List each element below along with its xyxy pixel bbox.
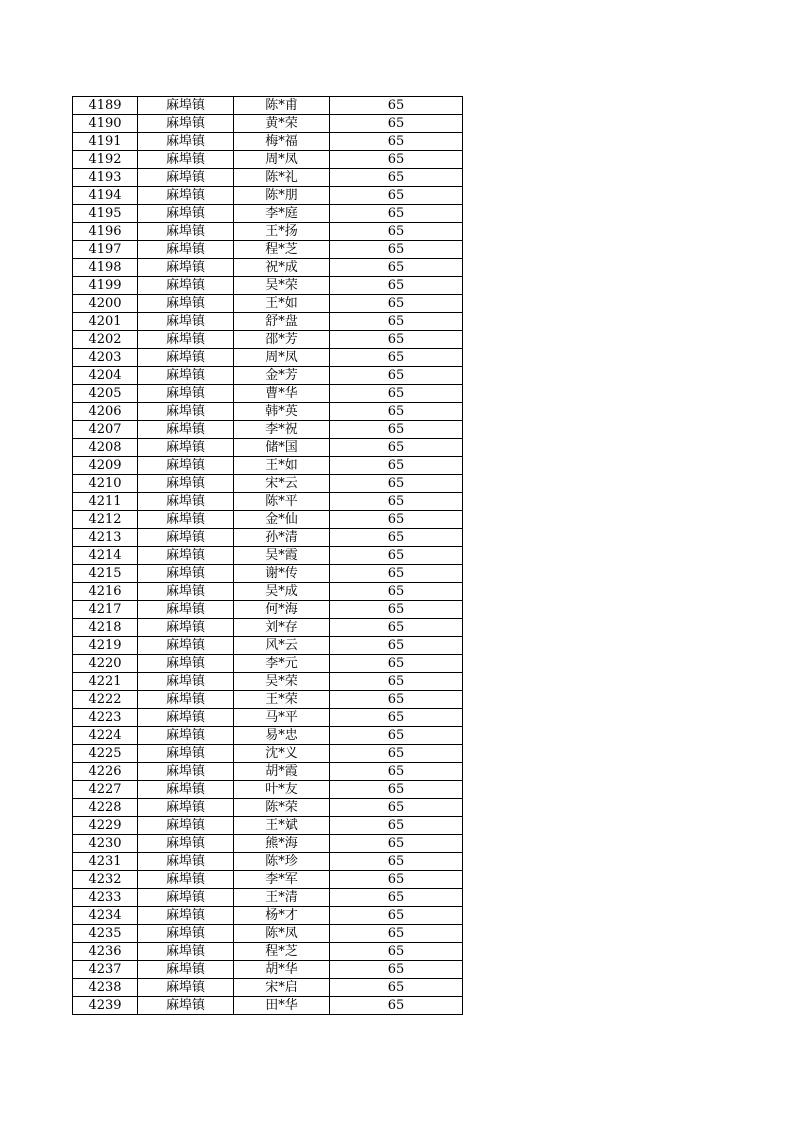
amount-cell: 65 [330, 277, 463, 295]
town-cell: 麻埠镇 [138, 241, 234, 259]
amount-cell: 65 [330, 745, 463, 763]
amount-cell: 65 [330, 475, 463, 493]
row-number-cell: 4203 [73, 349, 138, 367]
name-cell: 王*荣 [234, 691, 330, 709]
town-cell: 麻埠镇 [138, 331, 234, 349]
amount-cell: 65 [330, 511, 463, 529]
town-cell: 麻埠镇 [138, 835, 234, 853]
table-row [73, 205, 463, 223]
name-cell: 周*凤 [234, 349, 330, 367]
table-row [73, 997, 463, 1015]
row-number-cell: 4193 [73, 169, 138, 187]
amount-cell: 65 [330, 115, 463, 133]
town-cell: 麻埠镇 [138, 115, 234, 133]
name-cell: 宋*云 [234, 475, 330, 493]
table-row [73, 223, 463, 241]
town-cell: 麻埠镇 [138, 709, 234, 727]
row-number-cell: 4195 [73, 205, 138, 223]
name-cell: 田*华 [234, 997, 330, 1015]
name-cell: 王*清 [234, 889, 330, 907]
town-cell: 麻埠镇 [138, 943, 234, 961]
row-number-cell: 4206 [73, 403, 138, 421]
table-row [73, 601, 463, 619]
amount-cell: 65 [330, 349, 463, 367]
row-number-cell: 4209 [73, 457, 138, 475]
table-row [73, 691, 463, 709]
name-cell: 胡*华 [234, 961, 330, 979]
row-number-cell: 4208 [73, 439, 138, 457]
row-number-cell: 4217 [73, 601, 138, 619]
amount-cell: 65 [330, 997, 463, 1015]
town-cell: 麻埠镇 [138, 745, 234, 763]
table-row [73, 763, 463, 781]
amount-cell: 65 [330, 385, 463, 403]
row-number-cell: 4220 [73, 655, 138, 673]
town-cell: 麻埠镇 [138, 457, 234, 475]
town-cell: 麻埠镇 [138, 493, 234, 511]
name-cell: 风*云 [234, 637, 330, 655]
amount-cell: 65 [330, 439, 463, 457]
name-cell: 叶*友 [234, 781, 330, 799]
town-cell: 麻埠镇 [138, 673, 234, 691]
town-cell: 麻埠镇 [138, 187, 234, 205]
row-number-cell: 4232 [73, 871, 138, 889]
name-cell: 熊*海 [234, 835, 330, 853]
row-number-cell: 4227 [73, 781, 138, 799]
amount-cell: 65 [330, 925, 463, 943]
table-row [73, 97, 463, 115]
amount-cell: 65 [330, 673, 463, 691]
name-cell: 邵*芳 [234, 331, 330, 349]
town-cell: 麻埠镇 [138, 853, 234, 871]
town-cell: 麻埠镇 [138, 727, 234, 745]
table-row [73, 583, 463, 601]
town-cell: 麻埠镇 [138, 601, 234, 619]
name-cell: 吴*荣 [234, 673, 330, 691]
table-row [73, 673, 463, 691]
town-cell: 麻埠镇 [138, 421, 234, 439]
town-cell: 麻埠镇 [138, 925, 234, 943]
amount-cell: 65 [330, 331, 463, 349]
amount-cell: 65 [330, 169, 463, 187]
town-cell: 麻埠镇 [138, 871, 234, 889]
amount-cell: 65 [330, 889, 463, 907]
row-number-cell: 4219 [73, 637, 138, 655]
table-row [73, 169, 463, 187]
table-row [73, 817, 463, 835]
amount-cell: 65 [330, 835, 463, 853]
name-cell: 祝*成 [234, 259, 330, 277]
name-cell: 陈*荣 [234, 799, 330, 817]
amount-cell: 65 [330, 97, 463, 115]
amount-cell: 65 [330, 313, 463, 331]
row-number-cell: 4223 [73, 709, 138, 727]
table-row [73, 529, 463, 547]
row-number-cell: 4233 [73, 889, 138, 907]
name-cell: 沈*义 [234, 745, 330, 763]
name-cell: 孙*清 [234, 529, 330, 547]
name-cell: 李*祝 [234, 421, 330, 439]
town-cell: 麻埠镇 [138, 997, 234, 1015]
name-cell: 金*芳 [234, 367, 330, 385]
town-cell: 麻埠镇 [138, 583, 234, 601]
name-cell: 程*芝 [234, 943, 330, 961]
amount-cell: 65 [330, 727, 463, 745]
amount-cell: 65 [330, 421, 463, 439]
amount-cell: 65 [330, 223, 463, 241]
row-number-cell: 4202 [73, 331, 138, 349]
name-cell: 金*仙 [234, 511, 330, 529]
row-number-cell: 4204 [73, 367, 138, 385]
name-cell: 曹*华 [234, 385, 330, 403]
town-cell: 麻埠镇 [138, 637, 234, 655]
town-cell: 麻埠镇 [138, 313, 234, 331]
table-row [73, 853, 463, 871]
row-number-cell: 4213 [73, 529, 138, 547]
row-number-cell: 4212 [73, 511, 138, 529]
row-number-cell: 4228 [73, 799, 138, 817]
amount-cell: 65 [330, 547, 463, 565]
table-row [73, 151, 463, 169]
amount-cell: 65 [330, 907, 463, 925]
table-row [73, 475, 463, 493]
table-row [73, 655, 463, 673]
name-cell: 吴*霞 [234, 547, 330, 565]
name-cell: 何*海 [234, 601, 330, 619]
name-cell: 王*扬 [234, 223, 330, 241]
table-row [73, 943, 463, 961]
amount-cell: 65 [330, 853, 463, 871]
town-cell: 麻埠镇 [138, 979, 234, 997]
town-cell: 麻埠镇 [138, 205, 234, 223]
name-cell: 刘*存 [234, 619, 330, 637]
town-cell: 麻埠镇 [138, 223, 234, 241]
row-number-cell: 4222 [73, 691, 138, 709]
row-number-cell: 4210 [73, 475, 138, 493]
town-cell: 麻埠镇 [138, 889, 234, 907]
amount-cell: 65 [330, 601, 463, 619]
name-cell: 李*军 [234, 871, 330, 889]
row-number-cell: 4224 [73, 727, 138, 745]
table-row [73, 637, 463, 655]
row-number-cell: 4229 [73, 817, 138, 835]
name-cell: 韩*英 [234, 403, 330, 421]
name-cell: 谢*传 [234, 565, 330, 583]
amount-cell: 65 [330, 187, 463, 205]
row-number-cell: 4189 [73, 97, 138, 115]
table-row [73, 331, 463, 349]
town-cell: 麻埠镇 [138, 133, 234, 151]
name-cell: 宋*启 [234, 979, 330, 997]
table-row [73, 745, 463, 763]
amount-cell: 65 [330, 817, 463, 835]
table-row [73, 493, 463, 511]
row-number-cell: 4236 [73, 943, 138, 961]
amount-cell: 65 [330, 403, 463, 421]
table-row [73, 565, 463, 583]
town-cell: 麻埠镇 [138, 799, 234, 817]
town-cell: 麻埠镇 [138, 367, 234, 385]
row-number-cell: 4199 [73, 277, 138, 295]
row-number-cell: 4201 [73, 313, 138, 331]
table-row [73, 457, 463, 475]
name-cell: 李*元 [234, 655, 330, 673]
row-number-cell: 4216 [73, 583, 138, 601]
table-row [73, 871, 463, 889]
name-cell: 陈*平 [234, 493, 330, 511]
table-row [73, 925, 463, 943]
town-cell: 麻埠镇 [138, 547, 234, 565]
row-number-cell: 4190 [73, 115, 138, 133]
row-number-cell: 4226 [73, 763, 138, 781]
town-cell: 麻埠镇 [138, 565, 234, 583]
amount-cell: 65 [330, 205, 463, 223]
amount-cell: 65 [330, 493, 463, 511]
name-cell: 王*如 [234, 295, 330, 313]
amount-cell: 65 [330, 637, 463, 655]
table-row [73, 295, 463, 313]
town-cell: 麻埠镇 [138, 277, 234, 295]
name-cell: 周*凤 [234, 151, 330, 169]
table-row [73, 259, 463, 277]
row-number-cell: 4218 [73, 619, 138, 637]
row-number-cell: 4198 [73, 259, 138, 277]
town-cell: 麻埠镇 [138, 529, 234, 547]
table-row [73, 385, 463, 403]
name-cell: 王*斌 [234, 817, 330, 835]
row-number-cell: 4200 [73, 295, 138, 313]
amount-cell: 65 [330, 457, 463, 475]
name-cell: 杨*才 [234, 907, 330, 925]
town-cell: 麻埠镇 [138, 97, 234, 115]
amount-cell: 65 [330, 781, 463, 799]
name-cell: 王*如 [234, 457, 330, 475]
name-cell: 马*平 [234, 709, 330, 727]
town-cell: 麻埠镇 [138, 511, 234, 529]
row-number-cell: 4230 [73, 835, 138, 853]
amount-cell: 65 [330, 241, 463, 259]
town-cell: 麻埠镇 [138, 349, 234, 367]
town-cell: 麻埠镇 [138, 295, 234, 313]
table-row [73, 439, 463, 457]
name-cell: 陈*朋 [234, 187, 330, 205]
town-cell: 麻埠镇 [138, 169, 234, 187]
table-row [73, 187, 463, 205]
table-row [73, 619, 463, 637]
row-number-cell: 4239 [73, 997, 138, 1015]
town-cell: 麻埠镇 [138, 619, 234, 637]
town-cell: 麻埠镇 [138, 439, 234, 457]
name-cell: 舒*盘 [234, 313, 330, 331]
amount-cell: 65 [330, 961, 463, 979]
town-cell: 麻埠镇 [138, 259, 234, 277]
amount-cell: 65 [330, 367, 463, 385]
name-cell: 黄*荣 [234, 115, 330, 133]
roster-table [72, 96, 463, 1015]
row-number-cell: 4231 [73, 853, 138, 871]
name-cell: 李*庭 [234, 205, 330, 223]
row-number-cell: 4211 [73, 493, 138, 511]
row-number-cell: 4237 [73, 961, 138, 979]
row-number-cell: 4192 [73, 151, 138, 169]
table-row [73, 835, 463, 853]
row-number-cell: 4214 [73, 547, 138, 565]
table-row [73, 133, 463, 151]
row-number-cell: 4235 [73, 925, 138, 943]
name-cell: 胡*霞 [234, 763, 330, 781]
town-cell: 麻埠镇 [138, 817, 234, 835]
amount-cell: 65 [330, 709, 463, 727]
amount-cell: 65 [330, 529, 463, 547]
amount-cell: 65 [330, 565, 463, 583]
town-cell: 麻埠镇 [138, 475, 234, 493]
amount-cell: 65 [330, 655, 463, 673]
town-cell: 麻埠镇 [138, 385, 234, 403]
amount-cell: 65 [330, 583, 463, 601]
town-cell: 麻埠镇 [138, 151, 234, 169]
table-row [73, 421, 463, 439]
town-cell: 麻埠镇 [138, 403, 234, 421]
row-number-cell: 4197 [73, 241, 138, 259]
name-cell: 吴*荣 [234, 277, 330, 295]
row-number-cell: 4225 [73, 745, 138, 763]
name-cell: 梅*福 [234, 133, 330, 151]
table-row [73, 961, 463, 979]
name-cell: 陈*凤 [234, 925, 330, 943]
amount-cell: 65 [330, 295, 463, 313]
table-row [73, 889, 463, 907]
table-row [73, 781, 463, 799]
town-cell: 麻埠镇 [138, 691, 234, 709]
amount-cell: 65 [330, 133, 463, 151]
name-cell: 陈*礼 [234, 169, 330, 187]
amount-cell: 65 [330, 619, 463, 637]
name-cell: 陈*珍 [234, 853, 330, 871]
amount-cell: 65 [330, 943, 463, 961]
amount-cell: 65 [330, 799, 463, 817]
row-number-cell: 4234 [73, 907, 138, 925]
table-row [73, 907, 463, 925]
name-cell: 易*忠 [234, 727, 330, 745]
table-row [73, 709, 463, 727]
table-row [73, 277, 463, 295]
amount-cell: 65 [330, 151, 463, 169]
amount-cell: 65 [330, 259, 463, 277]
table-row [73, 349, 463, 367]
name-cell: 陈*甫 [234, 97, 330, 115]
town-cell: 麻埠镇 [138, 781, 234, 799]
table-row [73, 727, 463, 745]
table-row [73, 547, 463, 565]
amount-cell: 65 [330, 691, 463, 709]
row-number-cell: 4205 [73, 385, 138, 403]
row-number-cell: 4215 [73, 565, 138, 583]
table-row [73, 115, 463, 133]
amount-cell: 65 [330, 763, 463, 781]
name-cell: 吴*成 [234, 583, 330, 601]
table-row [73, 979, 463, 997]
name-cell: 储*国 [234, 439, 330, 457]
row-number-cell: 4221 [73, 673, 138, 691]
row-number-cell: 4238 [73, 979, 138, 997]
amount-cell: 65 [330, 871, 463, 889]
name-cell: 程*芝 [234, 241, 330, 259]
row-number-cell: 4196 [73, 223, 138, 241]
table-row [73, 799, 463, 817]
town-cell: 麻埠镇 [138, 907, 234, 925]
row-number-cell: 4194 [73, 187, 138, 205]
town-cell: 麻埠镇 [138, 655, 234, 673]
row-number-cell: 4191 [73, 133, 138, 151]
town-cell: 麻埠镇 [138, 763, 234, 781]
table-row [73, 403, 463, 421]
table-row [73, 313, 463, 331]
roster-table-body [73, 97, 463, 1015]
table-row [73, 511, 463, 529]
amount-cell: 65 [330, 979, 463, 997]
table-row [73, 367, 463, 385]
table-row [73, 241, 463, 259]
row-number-cell: 4207 [73, 421, 138, 439]
town-cell: 麻埠镇 [138, 961, 234, 979]
